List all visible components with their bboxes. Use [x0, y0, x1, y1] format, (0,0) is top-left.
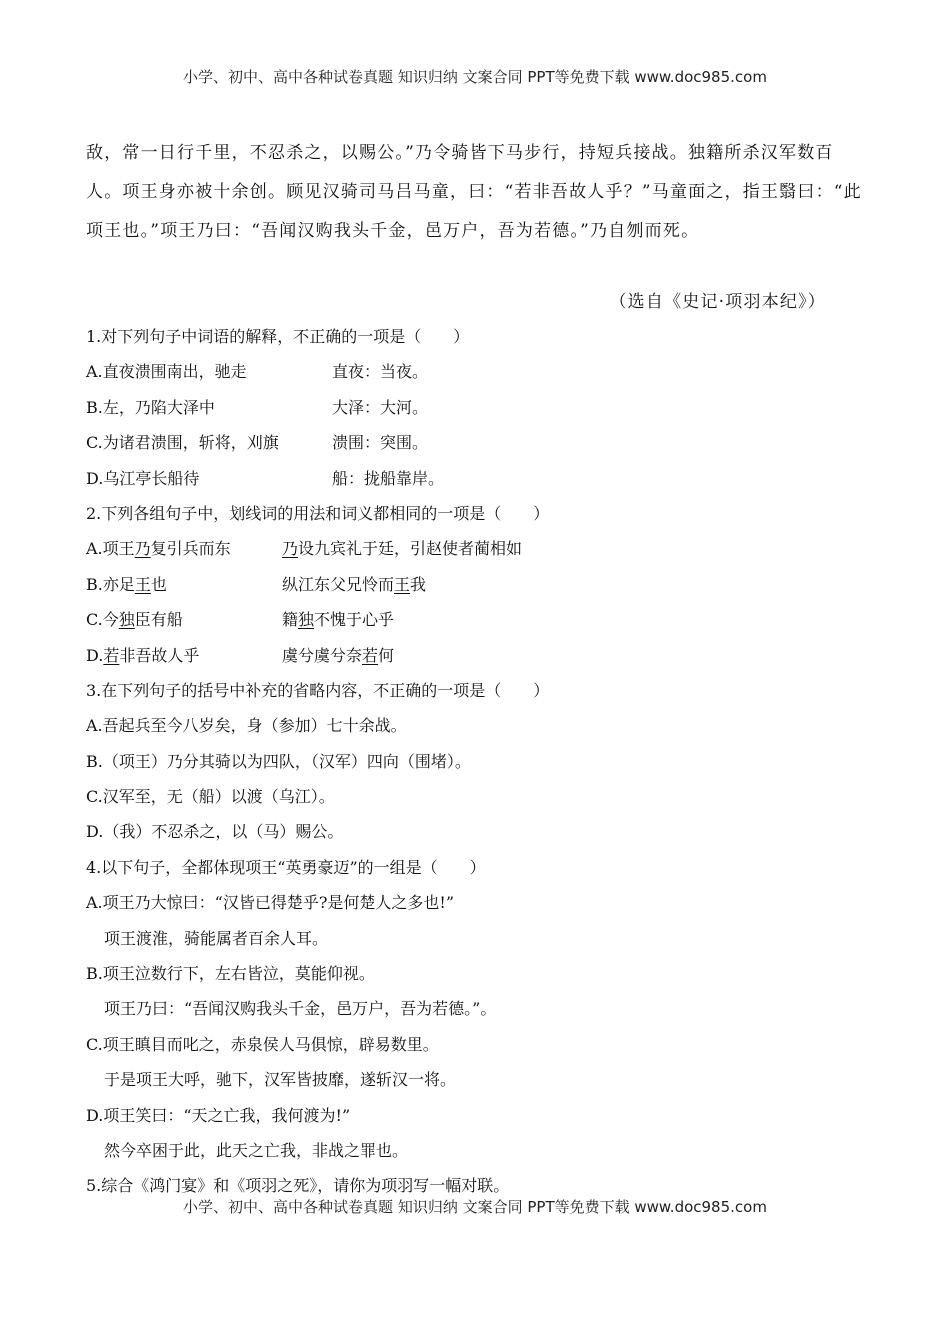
q4-option-a-line2: 项王渡淮，骑能属者百余人耳。: [104, 928, 329, 948]
q1-option-b: B.左，乃陷大泽中 大泽：大河。: [86, 397, 429, 417]
q4-option-a-line1: A.项王乃大惊曰：“汉皆已得楚乎?是何楚人之多也!”: [86, 893, 455, 913]
q2-option-b: B.亦足王也 纵江东父兄怜而王我: [86, 574, 427, 594]
q3-option-b: B.（项王）乃分其骑以为四队，（汉军）四向（围堵）。: [86, 751, 471, 771]
q1-stem: 1.对下列句子中词语的解释，不正确的一项是（ ）: [86, 327, 470, 346]
questions: [86, 324, 846, 1209]
q1-option-c: C.为诸君溃围，斩将，刈旗 溃围：突围。: [86, 433, 429, 453]
q3-option-c: C.汉军至，无（船）以渡（乌江）。: [86, 787, 335, 807]
q3-option-d: D.（我）不忍杀之，以（马）赐公。: [86, 822, 344, 842]
q2-option-d: D.若非吾故人乎 虞兮虞兮奈若何: [86, 645, 395, 665]
q2-option-c: C.今独臣有船 籍独不愧于心乎: [86, 610, 395, 630]
page-footer: 小学、初中、高中各种试卷真题 知识归纳 文案合同 PPT等免费下载 www.doc985.com: [183, 1198, 767, 1216]
q4-option-b-line1: B.项王泣数行下，左右皆泣，莫能仰视。: [86, 964, 375, 984]
q1-option-a: A.直夜溃围南出，驰走 直夜：当夜。: [86, 362, 429, 382]
q3-stem: 3.在下列句子的括号中补充的省略内容，不正确的一项是（ ）: [86, 680, 550, 700]
q5-stem: 5.综合《鸿门宴》和《项羽之死》，请你为项羽写一幅对联。: [86, 1176, 510, 1196]
passage-text: 敌，常一日行千里，不忍杀之，以赐公。”乃令骑皆下马步行，持短兵接战。独籍所杀汉军数百人。项王身亦被十余创。顾见汉骑司马吕马童，曰：“若非吾故人乎？”马童面之，指王翳曰：“此项王也。”项王乃曰：“吾闻汉购我头千金，邑万户，吾为若德。”乃自刎而死。: [86, 143, 862, 241]
q2-stem: 2.下列各组句子中，划线词的用法和词义都相同的一项是（ ）: [86, 503, 550, 523]
q4-option-d-line2: 然今卒困于此，此天之亡我，非战之罪也。: [104, 1140, 409, 1160]
q4-stem: 4.以下句子，全都体现项王“英勇豪迈”的一组是（ ）: [86, 857, 486, 877]
q2-option-a: A.项王乃复引兵而东 乃设九宾礼于廷，引赵使者蔺相如: [86, 539, 523, 559]
passage: [86, 134, 866, 251]
passage-source: （选自《史记·项羽本纪》）: [609, 292, 826, 312]
q4-option-d-line1: D.项王笑曰：“天之亡我，我何渡为!”: [86, 1105, 351, 1125]
q1-option-d: D.乌江亭长船待 船：拢船靠岸。: [86, 468, 445, 488]
q3-option-a: A.吾起兵至今八岁矣，身（参加）七十余战。: [86, 716, 407, 736]
page-header: 小学、初中、高中各种试卷真题 知识归纳 文案合同 PPT等免费下载 www.doc985.com: [183, 68, 767, 86]
q4-option-c-line1: C.项王瞋目而叱之，赤泉侯人马俱惊，辟易数里。: [86, 1034, 439, 1054]
q4-option-b-line2: 项王乃曰：“吾闻汉购我头千金，邑万户，吾为若德。”。: [104, 999, 497, 1019]
q4-option-c-line2: 于是项王大呼，驰下，汉军皆披靡，遂斩汉一将。: [104, 1070, 457, 1090]
